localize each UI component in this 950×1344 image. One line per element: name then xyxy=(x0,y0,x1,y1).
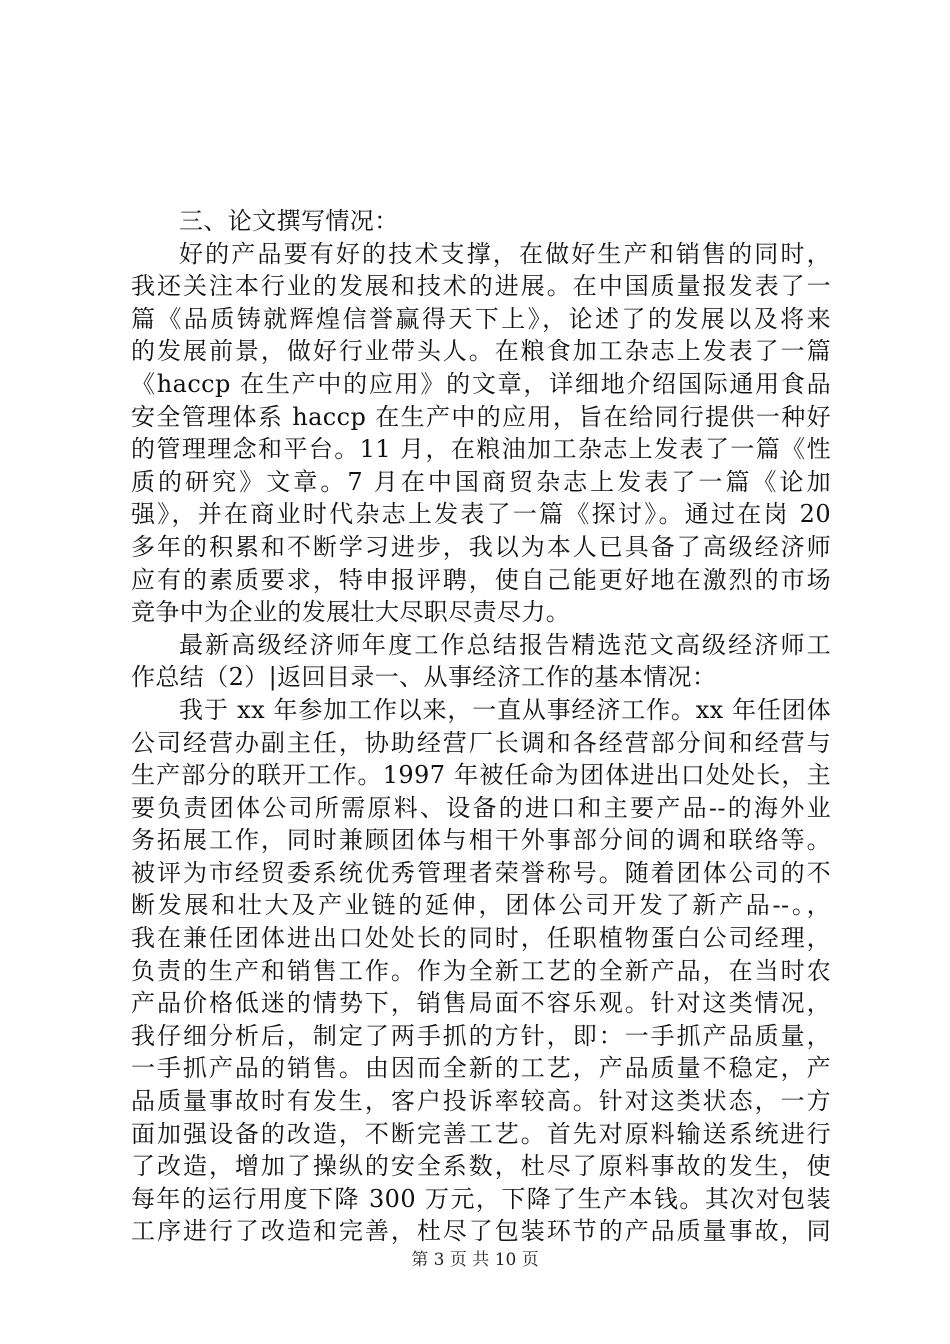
paragraph-line: 多年的积累和不断学习进步，我以为本人已具备了高级经济师 xyxy=(131,532,831,561)
paragraph-line: 《haccp 在生产中的应用》的文章，详细地介绍国际通用食品 xyxy=(131,369,831,398)
paragraph-line: 竞争中为企业的发展壮大尽职尽责尽力。 xyxy=(131,598,571,627)
section-heading: 三、论文撰写情况： xyxy=(179,207,399,235)
paragraph-line: 质的研究》文章。7 月在中国商贸杂志上发表了一篇《论加 xyxy=(131,467,831,496)
paragraph-line: 被评为市经贸委系统优秀管理者荣誉称号。随着团体公司的不 xyxy=(131,858,831,887)
paragraph-line: 务拓展工作，同时兼顾团体与相干外事部分间的调和联络等。 xyxy=(131,826,831,855)
paragraph-line: 强》，并在商业时代杂志上发表了一篇《探讨》。通过在岗 20 xyxy=(131,500,831,529)
paragraph-line: 了改造，增加了操纵的安全系数，杜尽了原料事故的发生，使 xyxy=(131,1152,831,1181)
paragraph-line: 应有的素质要求，特申报评聘，使自己能更好地在激烈的市场 xyxy=(131,565,831,594)
paragraph-line: 一手抓产品的销售。由因而全新的工艺，产品质量不稳定，产 xyxy=(131,1054,831,1083)
paragraph-line: 要负责团体公司所需原料、设备的进口和主要产品--的海外业 xyxy=(131,793,831,822)
paragraph-line: 生产部分的联开工作。1997 年被任命为团体进出口处处长，主 xyxy=(131,761,831,790)
paragraph-line: 的管理理念和平台。11 月，在粮油加工杂志上发表了一篇《性 xyxy=(131,435,831,464)
paragraph-line: 我仔细分析后，制定了两手抓的方针，即：一手抓产品质量， xyxy=(131,1021,831,1050)
paragraph-line: 产品价格低迷的情势下，销售局面不容乐观。针对这类情况， xyxy=(131,989,831,1018)
body-text xyxy=(131,205,831,1248)
paragraph-line: 最新高级经济师年度工作总结报告精选范文高级经济师工 xyxy=(179,630,831,659)
paragraph-line: 我在兼任团体进出口处处长的同时，任职植物蛋白公司经理， xyxy=(131,924,831,953)
paragraph-line: 的发展前景，做好行业带头人。在粮食加工杂志上发表了一篇 xyxy=(131,337,831,366)
paragraph-line: 每年的运行用度下降 300 万元，下降了生产本钱。其次对包装 xyxy=(131,1184,831,1213)
paragraph-line: 负责的生产和销售工作。作为全新工艺的全新产品，在当时农 xyxy=(131,956,831,985)
paragraph-line: 断发展和壮大及产业链的延伸，团体公司开发了新产品--。， xyxy=(131,891,831,920)
paragraph-line: 好的产品要有好的技术支撑，在做好生产和销售的同时， xyxy=(179,239,831,268)
paragraph-line: 品质量事故时有发生，客户投诉率较高。针对这类状态，一方 xyxy=(131,1087,831,1116)
paragraph-line: 安全管理体系 haccp 在生产中的应用，旨在给同行提供一种好 xyxy=(131,402,831,431)
paragraph-line: 工序进行了改造和完善，杜尽了包装环节的产品质量事故，同 xyxy=(131,1217,831,1246)
paragraph-line: 公司经营办副主任，协助经营厂长调和各经营部分间和经营与 xyxy=(131,728,831,757)
paragraph-line: 作总结（2）|返回目录一、从事经济工作的基本情况： xyxy=(131,663,717,692)
paragraph-line: 我于 xx 年参加工作以来，一直从事经济工作。xx 年任团体 xyxy=(179,695,831,724)
page-number: 第 3 页 共 10 页 xyxy=(411,1250,539,1270)
paragraph-line: 我还关注本行业的发展和技术的进展。在中国质量报发表了一 xyxy=(131,272,831,301)
page-footer xyxy=(0,1245,950,1270)
paragraph-line: 面加强设备的改造，不断完善工艺。首先对原料输送系统进行 xyxy=(131,1119,831,1148)
paragraph-line: 篇《品质铸就辉煌信誉赢得天下上》，论述了的发展以及将来 xyxy=(131,304,831,333)
